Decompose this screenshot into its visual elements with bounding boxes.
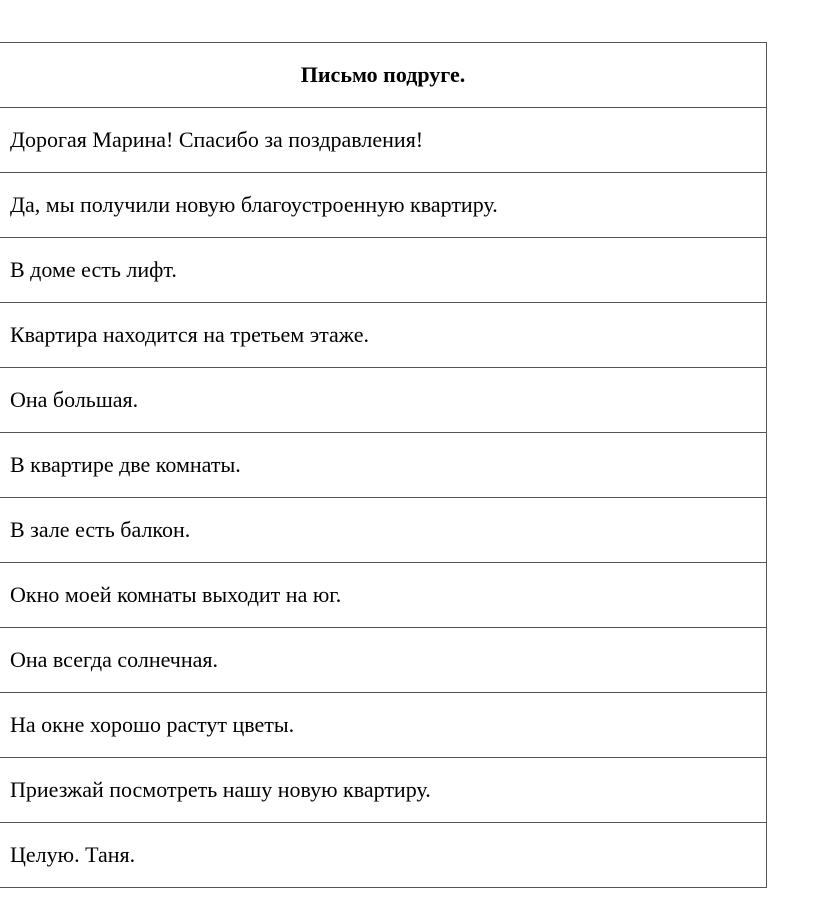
letter-line: Дорогая Марина! Спасибо за поздравления! <box>0 108 767 173</box>
letter-line: Квартира находится на третьем этаже. <box>0 303 767 368</box>
letter-line: В квартире две комнаты. <box>0 433 767 498</box>
table-row <box>0 368 767 433</box>
letter-table <box>0 42 767 888</box>
letter-line: В доме есть лифт. <box>0 238 767 303</box>
letter-line: Она всегда солнечная. <box>0 628 767 693</box>
table-row <box>0 628 767 693</box>
letter-signature: Целую. Таня. <box>0 823 767 888</box>
table-row <box>0 303 767 368</box>
letter-line: Окно моей комнаты выходит на юг. <box>0 563 767 628</box>
letter-title: Письмо подруге. <box>0 43 767 108</box>
letter-line: Она большая. <box>0 368 767 433</box>
letter-line: В зале есть балкон. <box>0 498 767 563</box>
letter-line: Да, мы получили новую благоустроенную квартиру. <box>0 173 767 238</box>
title-row <box>0 43 767 108</box>
table-row <box>0 173 767 238</box>
letter-line: На окне хорошо растут цветы. <box>0 693 767 758</box>
table-row <box>0 108 767 173</box>
table-row <box>0 433 767 498</box>
table-row <box>0 823 767 888</box>
letter-line: Приезжай посмотреть нашу новую квартиру. <box>0 758 767 823</box>
table-row <box>0 563 767 628</box>
table-row <box>0 498 767 563</box>
table-row <box>0 758 767 823</box>
table-row <box>0 238 767 303</box>
table-row <box>0 693 767 758</box>
